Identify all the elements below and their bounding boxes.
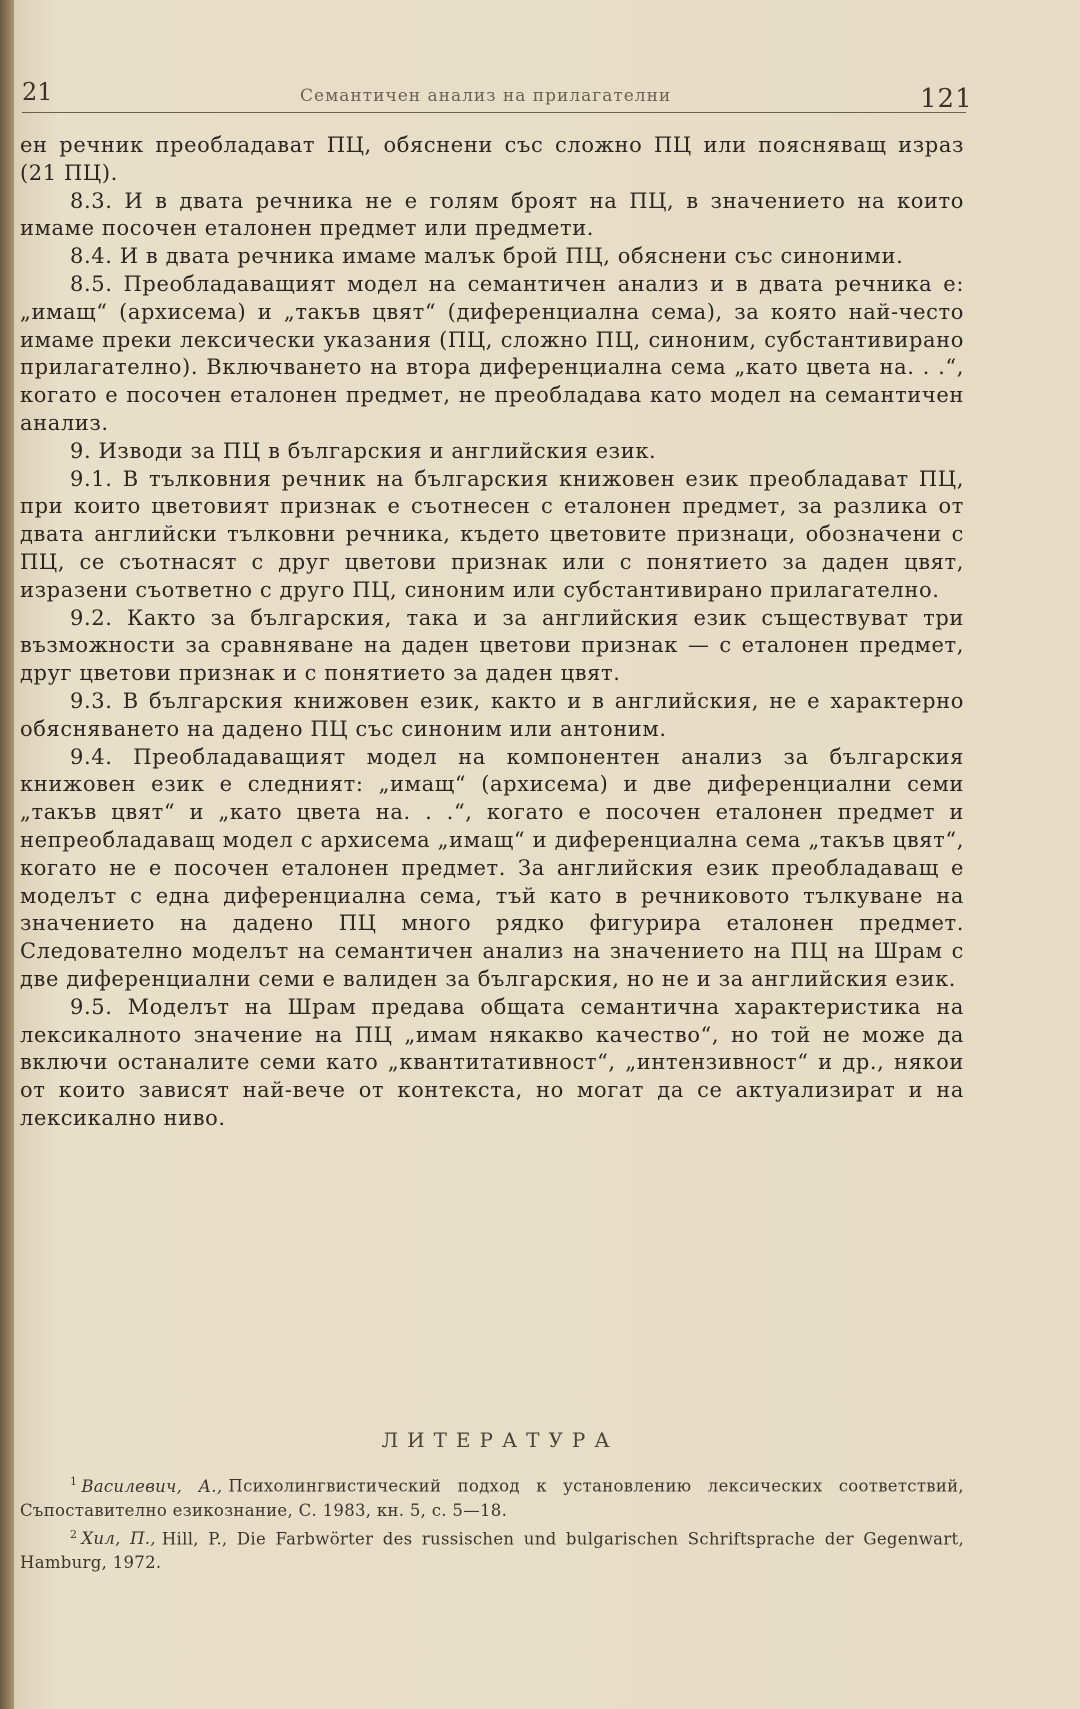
reference-number: 1 (70, 1475, 78, 1488)
paragraph: 9. Изводи за ПЦ в българския и английския език. (70, 438, 657, 463)
paragraph: 9.3. В българския книжовен език, както и в английския, не е характерно обясняването на дадено ПЦ със синоним или антоним. (20, 688, 964, 741)
reference-item (20, 1523, 964, 1576)
paragraph: 8.4. И в двата речника имаме малък брой ПЦ, обяснени със синоними. (70, 244, 904, 269)
header-rule (22, 112, 966, 113)
paragraph: 9.2. Както за българския, така и за английския език съществуват три възможности за сравняване на даден цветови признак — с еталонен предмет, друг цветови признак и с понятието за даден цвят. (20, 605, 964, 686)
paragraph: 9.1. В тълковния речник на българския книжовен език преобладават ПЦ, при които цветовият признак е съотнесен с еталонен предмет, за разлика от двата английски тълковни речника, където цветовите признаци, обозначени с ПЦ, се съотнасят с друг цветови признак или с понятието за даден цвят, изразени съответно с друго ПЦ, синоним или субстантивирано прилагателно. (20, 466, 964, 602)
references (20, 1470, 964, 1575)
running-title: Семантичен анализ на прилагателни (300, 86, 672, 106)
reference-item (20, 1470, 964, 1523)
left-page-number: 21 (22, 78, 53, 106)
literature-heading: ЛИТЕРАТУРА (381, 1428, 619, 1452)
page-number: 121 (920, 84, 973, 114)
reference-text: Hill, P., Die Farbwörter des russischen und bulgarischen Schriftsprache der Gegenwart, Hamburg, 1972. (20, 1529, 964, 1572)
paragraph: ен речник преобладават ПЦ, обяснени със сложно ПЦ или поясняващ израз (21 ПЦ). (20, 133, 964, 185)
paragraph: 9.4. Преобладаващият модел на компонентен анализ за българския книжовен език е следният: „имащ“ (архисема) и две диференциални семи „такъв цвят“ и „като цвета на. . .“, когато е посочен еталонен предмет и непреобладаващ модел с архисема „имащ“ и диференциална сема „такъв цвят“, когато не е посочен еталонен предмет. За английския език преобладаващ е моделът с една диференциална сема, тъй като в речниковото тълкуване на значението на дадено ПЦ много рядко фигурира еталонен предмет. Следователно моделът на семантичен анализ на значението на ПЦ на Шрам с две диференциални семи е валиден за българския, но не и за английския език. (20, 744, 964, 991)
reference-text: Психолингвистический подход к установлению лексических соответствий, Съпоставително езикознание, С. 1983, кн. 5, с. 5—18. (20, 1476, 964, 1520)
body-text (20, 132, 964, 1133)
reference-author: Хил, П., (81, 1529, 156, 1548)
reference-number: 2 (70, 1527, 78, 1541)
book-spine (0, 0, 14, 1709)
paragraph: 8.3. И в двата речника не е голям броят на ПЦ, в значението на които имаме посочен еталонен предмет или предмети. (20, 188, 964, 241)
paragraph: 9.5. Моделът на Шрам предава общата семантична характеристика на лексикалното значение на ПЦ „имам някакво качество“, но той не може да включи останалите семи като „квантитативност“, „интензивност“ и др., някои от които зависят най-вече от контекста, но могат да се актуализират и на лексикално ниво. (20, 994, 964, 1130)
paragraph: 8.5. Преобладаващият модел на семантичен анализ и в двата речника е: „имащ“ (архисема) и „такъв цвят“ (диференциална сема), за която най-често имаме преки лексически указания (ПЦ, сложно ПЦ, синоним, субстантивирано прилагателно). Включването на втора диференциална сема „като цвета на. . .“, когато е посочен еталонен предмет, не преобладава като модел на семантичен анализ. (20, 271, 964, 435)
reference-author: Василевич, А., (81, 1476, 223, 1496)
